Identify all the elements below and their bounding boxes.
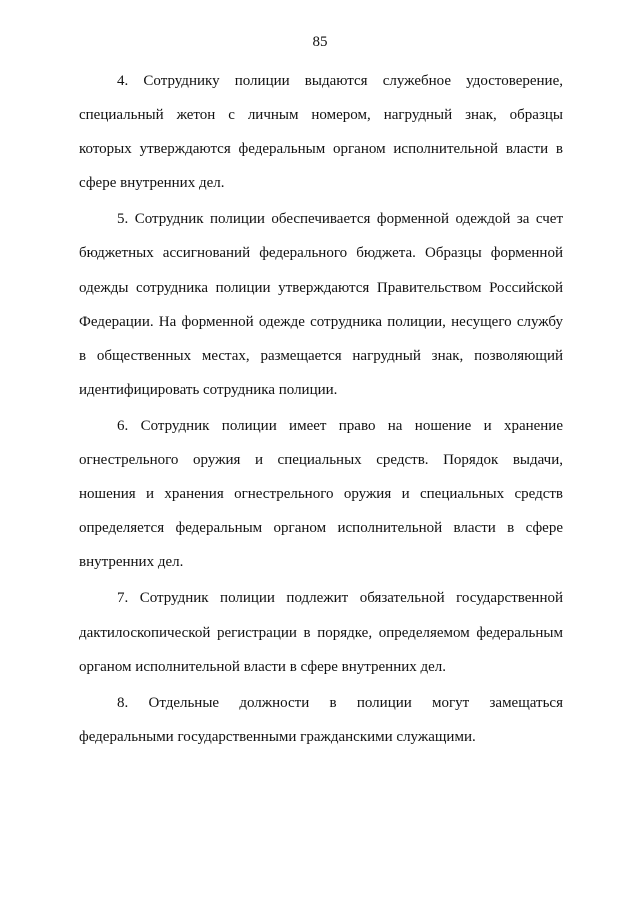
paragraph-4 [79, 64, 563, 200]
paragraph-7 [79, 581, 563, 683]
text-line: сфере внутренних дел. [79, 175, 225, 192]
text-line: которых утверждаются федеральным органом исполнительной власти в [79, 141, 563, 158]
paragraph-5 [79, 202, 563, 407]
text-line: внутренних дел. [79, 554, 184, 571]
text-line: федеральными государственными гражданскими служащими. [79, 728, 476, 745]
text-line: огнестрельного оружия и специальных средств. Порядок выдачи, [79, 452, 563, 469]
text-line: 7. Сотрудник полиции подлежит обязательной государственной [117, 590, 563, 607]
text-line: ношения и хранения огнестрельного оружия и специальных средств [79, 486, 563, 503]
text-line: одежды сотрудника полиции утверждаются Правительством Российской [79, 279, 563, 296]
paragraph-6 [79, 409, 563, 579]
page-number: 85 [312, 34, 328, 50]
text-line: 5. Сотрудник полиции обеспечивается форменной одеждой за счет [117, 211, 563, 228]
text-line: идентифицировать сотрудника полиции. [79, 381, 338, 398]
text-line: определяется федеральным органом исполнительной власти в сфере [79, 520, 563, 537]
text-line: в общественных местах, размещается нагрудный знак, позволяющий [79, 347, 563, 364]
text-line: 8. Отдельные должности в полиции могут замещаться [117, 694, 563, 711]
text-line: Федерации. На форменной одежде сотрудника полиции, несущего службу [79, 313, 563, 330]
text-line: 4. Сотруднику полиции выдаются служебное удостоверение, [117, 73, 563, 89]
text-line: органом исполнительной власти в сфере внутренних дел. [79, 658, 447, 675]
text-line: дактилоскопической регистрации в порядке, определяемом федеральным [79, 624, 563, 641]
text-line: бюджетных ассигнований федерального бюджета. Образцы форменной [79, 245, 563, 262]
text-line: специальный жетон с личным номером, нагрудный знак, образцы [79, 107, 563, 124]
paragraph-8 [79, 686, 563, 754]
document-body [79, 64, 563, 756]
text-line: 6. Сотрудник полиции имеет право на ношение и хранение [117, 417, 563, 434]
